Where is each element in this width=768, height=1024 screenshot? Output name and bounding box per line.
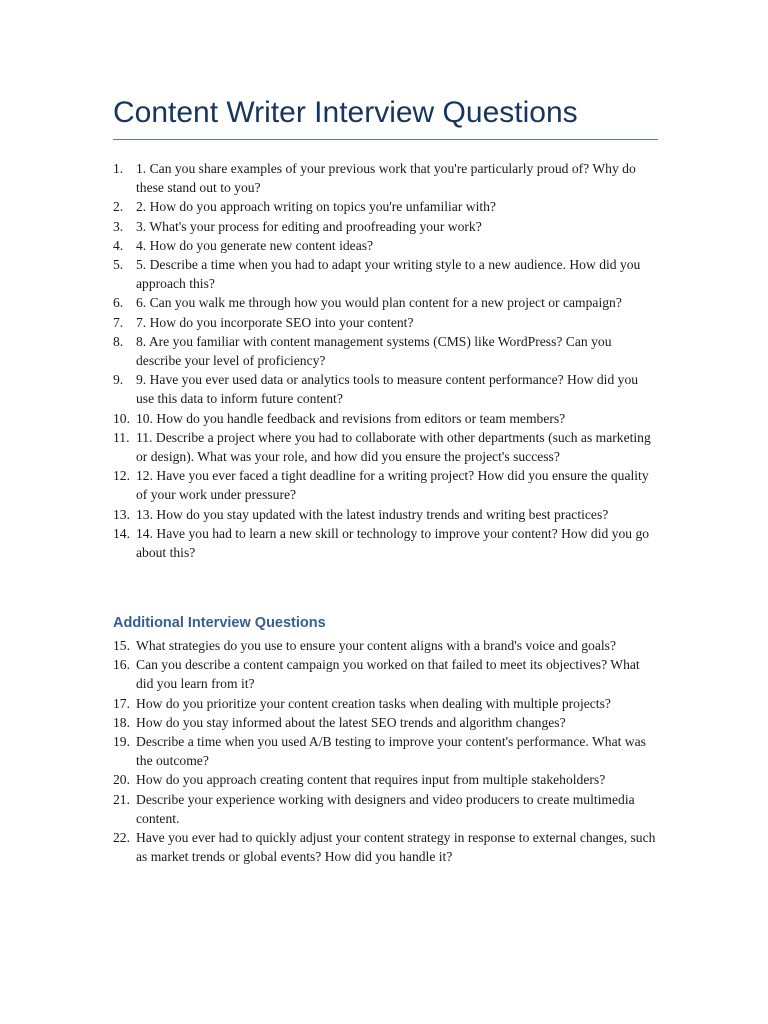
question-text: 7. How do you incorporate SEO into your content? — [136, 314, 414, 330]
question-item — [113, 694, 658, 713]
question-text: 1. Can you share examples of your previous work that you're particularly proud of? Why do these stand out to you? — [136, 161, 636, 196]
additional-question-list — [113, 636, 658, 866]
question-item — [113, 828, 658, 866]
question-text: Describe a time when you used A/B testing to improve your content's performance. What was the outcome? — [136, 734, 646, 769]
question-text: 12. Have you ever faced a tight deadline for a writing project? How did you ensure the quality of your work under pressure? — [136, 468, 649, 503]
question-item — [113, 293, 658, 312]
question-number: 12. — [113, 468, 130, 484]
question-item — [113, 655, 658, 693]
question-text: Can you describe a content campaign you worked on that failed to meet its objectives? What did you learn from it? — [136, 657, 640, 692]
question-number: 11. — [113, 429, 130, 445]
question-number: 15. — [113, 638, 130, 653]
question-item — [113, 505, 658, 524]
question-text: 10. How do you handle feedback and revisions from editors or team members? — [136, 410, 566, 426]
title-underline — [113, 139, 658, 140]
question-number: 13. — [113, 506, 130, 522]
question-number: 16. — [113, 657, 130, 673]
question-text: 3. What's your process for editing and proofreading your work? — [136, 218, 482, 234]
additional-questions-heading: Additional Interview Questions — [113, 615, 326, 631]
question-item — [113, 409, 658, 428]
question-text: 8. Are you familiar with content management systems (CMS) like WordPress? Can you describe your level of proficiency? — [136, 333, 612, 369]
question-number: 7. — [113, 314, 124, 330]
question-item — [113, 236, 658, 255]
question-number: 1. — [113, 161, 124, 176]
question-text: How do you prioritize your content creation tasks when dealing with multiple projects? — [136, 695, 611, 711]
question-item — [113, 466, 658, 504]
question-text: Describe your experience working with designers and video producers to create multimedia content. — [136, 791, 635, 826]
question-number: 22. — [113, 830, 130, 846]
question-item — [113, 790, 658, 828]
question-number: 5. — [113, 257, 124, 273]
question-number: 14. — [113, 525, 130, 541]
question-item — [113, 732, 658, 770]
question-text: 6. Can you walk me through how you would plan content for a new project or campaign? — [136, 295, 622, 311]
question-list — [113, 159, 658, 562]
question-number: 6. — [113, 295, 124, 311]
question-item — [113, 636, 658, 655]
question-item — [113, 370, 658, 408]
question-number: 19. — [113, 734, 130, 750]
page-title: Content Writer Interview Questions — [113, 96, 578, 129]
question-text: 9. Have you ever used data or analytics tools to measure content performance? How did you use this data to inform future content? — [136, 372, 639, 407]
question-number: 21. — [113, 791, 130, 807]
question-text: What strategies do you use to ensure your content aligns with a brand's voice and goals? — [136, 638, 616, 653]
question-number: 18. — [113, 714, 130, 730]
question-number: 2. — [113, 199, 124, 215]
question-number: 9. — [113, 372, 124, 388]
question-item — [113, 313, 658, 332]
question-text: 5. Describe a time when you had to adapt your writing style to a new audience. How did you approach this? — [136, 257, 641, 292]
question-number: 20. — [113, 772, 130, 788]
question-item — [113, 217, 658, 236]
question-item — [113, 524, 658, 562]
question-item — [113, 159, 658, 197]
question-text: 11. Describe a project where you had to collaborate with other departments (such as marketing or design). What was your role, and how did you ensure the project's success? — [136, 429, 651, 465]
question-text: 2. How do you approach writing on topics you're unfamiliar with? — [136, 199, 496, 215]
question-number: 17. — [113, 695, 130, 711]
question-text: 4. How do you generate new content ideas? — [136, 237, 374, 253]
question-text: Have you ever had to quickly adjust your content strategy in response to external changes, such as market trends or global events? How did you handle it? — [136, 830, 656, 865]
question-item — [113, 255, 658, 293]
question-text: How do you stay informed about the latest SEO trends and algorithm changes? — [136, 714, 566, 730]
question-text: How do you approach creating content that requires input from multiple stakeholders? — [136, 772, 606, 788]
question-text: 14. Have you had to learn a new skill or technology to improve your content? How did you go about this? — [136, 525, 650, 561]
question-item — [113, 428, 658, 466]
question-text: 13. How do you stay updated with the latest industry trends and writing best practices? — [136, 506, 609, 522]
question-number: 4. — [113, 237, 124, 253]
question-item — [113, 197, 658, 216]
question-number: 8. — [113, 333, 124, 349]
question-item — [113, 713, 658, 732]
question-item — [113, 332, 658, 370]
question-number: 3. — [113, 218, 124, 234]
question-number: 10. — [113, 410, 130, 426]
question-item — [113, 770, 658, 789]
